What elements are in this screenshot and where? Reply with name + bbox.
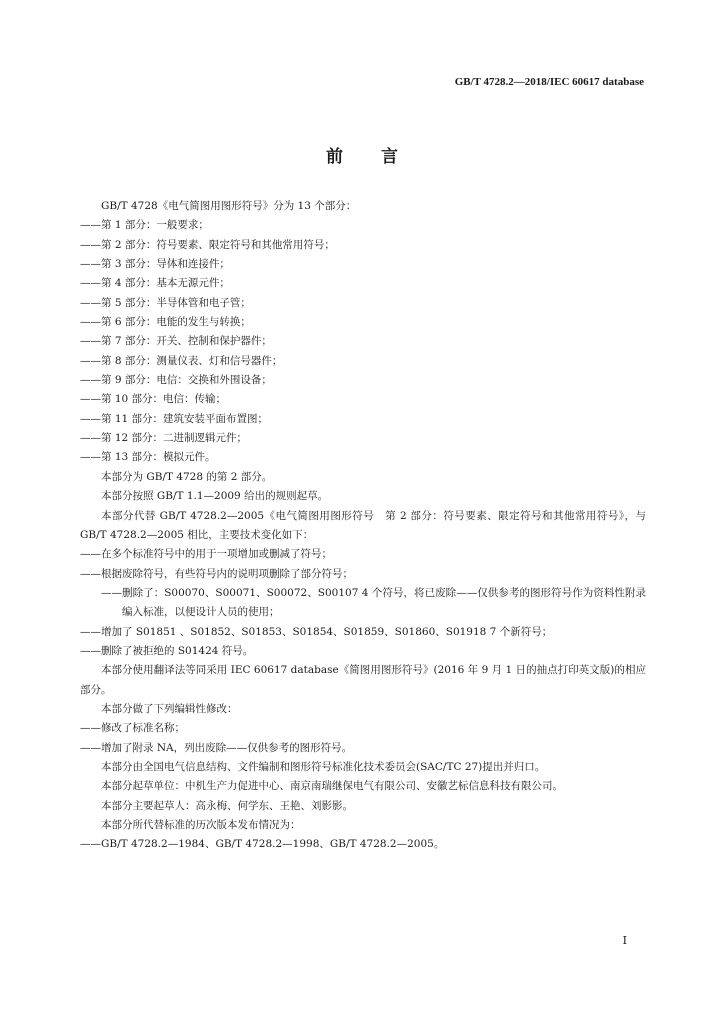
paragraph: 本部分起草单位：中机生产力促进中心、南京南瑞继保电气有限公司、安徽艺标信息科技有限公司。 xyxy=(101,780,563,793)
paragraph: 本部分由全国电气信息结构、文件编制和图形符号标准化技术委员会(SAC/TC 27)提出并归口。 xyxy=(101,760,546,773)
list-item: ——第 8 部分：测量仪表、灯和信号器件； xyxy=(80,354,283,367)
list-item: ——根据废除符号，有些符号内的说明项删除了部分符号； xyxy=(80,567,353,580)
list-item: ——在多个标准符号中的用于一项增加或删减了符号； xyxy=(80,548,332,561)
paragraph: GB/T 4728《电气简图用图形符号》分为 13 个部分： xyxy=(101,200,357,212)
paragraph: 本部分主要起草人：高永梅、何学东、王艳、刘影影。 xyxy=(101,799,353,812)
paragraph: 本部分为 GB/T 4728 的第 2 部分。 xyxy=(101,470,273,483)
list-item: ——第 11 部分：建筑安装平面布置图； xyxy=(80,412,269,425)
page-title: 前言 xyxy=(326,147,436,167)
list-item: ——增加了附录 NA，列出废除——仅供参考的图形符号。 xyxy=(80,741,353,754)
list-item: ——第 12 部分：二进制逻辑元件； xyxy=(80,432,248,445)
paragraph: 本部分代替 GB/T 4728.2—2005《电气简图用图形符号 第 2 部分：符号要素、限定符号和其他常用符号》，与 GB/T 4728.2—2005 相比，主要技术变化如下： xyxy=(80,509,646,541)
paragraph: 本部分做了下列编辑性修改： xyxy=(101,702,238,715)
page-number: I xyxy=(622,934,627,947)
standard-code: GB/T 4728.2—2018/IEC 60617 database xyxy=(454,76,644,88)
foreword-body xyxy=(80,197,646,855)
list-item: ——删除了被拒绝的 S01424 符号。 xyxy=(80,644,254,657)
list-item: ——第 7 部分：开关、控制和保护器件； xyxy=(80,335,272,348)
list-item: ——第 4 部分：基本无源元件； xyxy=(80,277,230,290)
list-item: ——第 2 部分：符号要素、限定符号和其他常用符号； xyxy=(80,238,335,251)
list-item: ——第 1 部分：一般要求； xyxy=(80,219,209,232)
list-item: ——GB/T 4728.2—1984、GB/T 4728.2—1998、GB/T 4728.2—2005。 xyxy=(80,838,445,851)
list-item: ——第 5 部分：半导体管和电子管； xyxy=(80,296,251,309)
list-item: ——第 10 部分：电信：传输； xyxy=(80,393,227,406)
paragraph: 本部分使用翻译法等同采用 IEC 60617 database《简图用图形符号》(2016 年 9 月 1 日的抽点打印英文版)的相应部分。 xyxy=(80,664,646,696)
list-item: ——第 3 部分：导体和连接件； xyxy=(80,258,230,271)
paragraph: 本部分按照 GB/T 1.1—2009 给出的规则起草。 xyxy=(101,490,329,503)
paragraph: 本部分所代替标准的历次版本发布情况为： xyxy=(101,819,301,831)
list-item: ——第 6 部分：电能的发生与转换； xyxy=(80,316,251,329)
list-item: ——第 9 部分：电信：交换和外围设备； xyxy=(80,374,272,387)
list-item: ——增加了 S01851 、S01852、S01853、S01854、S01859、S01860、S01918 7 个新符号； xyxy=(80,625,553,638)
list-item: ——第 13 部分：模拟元件。 xyxy=(80,451,216,464)
list-item: ——删除了：S00070、S00071、S00072、S00107 4 个符号，将已废除——仅供参考的图形符号作为资料性附录编入标准，以便设计人员的使用； xyxy=(101,586,646,619)
list-item: ——修改了标准名称； xyxy=(80,722,185,735)
